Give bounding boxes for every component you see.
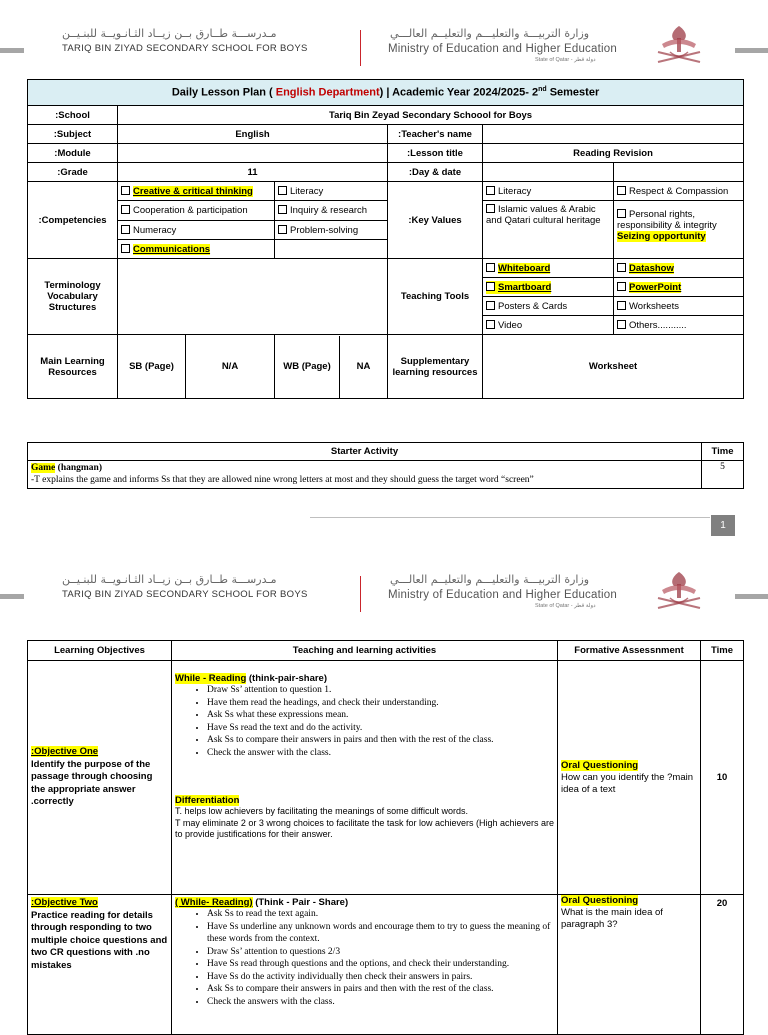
assessment-two-title: Oral Questioning xyxy=(561,895,639,906)
ministry-name-english: Ministry of Education and Higher Education xyxy=(388,589,617,601)
list-item: • Draw Ss’ attention to questions 2/3 xyxy=(207,946,554,959)
tool-item[interactable]: Smartboard xyxy=(483,278,614,297)
assessment-one-text: How can you identify the ?main idea of a text xyxy=(561,771,694,795)
teacher-label: :Teacher's name xyxy=(388,125,483,144)
tool-item[interactable]: Video xyxy=(483,316,614,335)
school-name-english: TARIQ BIN ZIYAD SECONDARY SCHOOL FOR BOYS xyxy=(62,43,308,54)
tool-item[interactable]: Worksheets xyxy=(614,297,744,316)
tool-item[interactable]: Others........... xyxy=(614,316,744,335)
learning-objectives-table xyxy=(27,640,744,1035)
competency-item[interactable]: Communications xyxy=(118,240,275,259)
ministry-subtitle: State of Qatar - دولة قطر xyxy=(535,603,596,609)
checkbox-icon[interactable] xyxy=(278,186,287,195)
key-value-item[interactable]: Respect & Compassion xyxy=(614,182,744,201)
key-value-item[interactable]: Personal rights, responsibility & integrity Seizing opportunity xyxy=(614,201,744,259)
competencies-label: :Competencies xyxy=(28,182,118,259)
page-footer-line xyxy=(310,517,710,518)
list-item: • Have them read the headings, and check their understanding. xyxy=(207,697,554,710)
sb-page-value: N/A xyxy=(186,335,275,399)
terminology-label: Terminology Vocabulary Structures xyxy=(28,259,118,335)
starter-time-header: Time xyxy=(702,443,744,461)
ministry-name-arabic: وزارة التربيـــة والتعليـــم والتعليــم العالـــي xyxy=(390,573,590,586)
header-divider xyxy=(360,30,361,66)
objective-one-title: :Objective One xyxy=(31,746,99,758)
lesson-plan-table xyxy=(27,79,744,399)
lesson-title-value: Reading Revision xyxy=(483,144,744,163)
activity-one-title: While - Reading xyxy=(175,673,247,684)
wb-page-value: NA xyxy=(356,361,371,372)
list-item: • Have Ss underline any unknown words and encourage them to try to guess the meaning of these words from the context. xyxy=(207,921,554,946)
assessment-one-title: Oral Questioning xyxy=(561,759,639,771)
objective-two-text: Practice reading for details through responding to two multiple choice questions and two CR questions with .no mistakes xyxy=(31,909,168,971)
subject-value: English xyxy=(118,125,388,144)
header-bar-left xyxy=(0,594,24,599)
tool-item[interactable]: Datashow xyxy=(614,259,744,278)
checkbox-icon[interactable] xyxy=(486,282,495,291)
module-label: :Module xyxy=(28,144,118,163)
col-activities-header: Teaching and learning activities xyxy=(172,641,558,661)
header-bar-right xyxy=(735,48,768,53)
tool-item[interactable]: Posters & Cards xyxy=(483,297,614,316)
checkbox-icon[interactable] xyxy=(121,225,130,234)
assessment-two xyxy=(558,895,701,1035)
key-values-label: :Key Values xyxy=(388,182,483,259)
list-item: • Ask Ss to compare their answers in pairs and then with the rest of the class. xyxy=(207,983,554,996)
checkbox-icon[interactable] xyxy=(278,205,287,214)
terminology-value xyxy=(118,259,388,335)
page-number: 1 xyxy=(711,515,735,536)
assessment-two-text: What is the main idea of paragraph 3? xyxy=(561,907,663,930)
objective-one xyxy=(28,661,172,895)
subject-label: :Subject xyxy=(28,125,118,144)
list-item: • Ask Ss what these expressions mean. xyxy=(207,709,554,722)
starter-content: Game (hangman) -T explains the game and informs Ss that they are allowed nine wrong letters at most and they should guess the target word “screen” xyxy=(28,461,702,489)
activities-one: While - Reading (think-pair-share) • Draw Ss’ attention to question 1. • Have them read the headings, and check their understanding. • Ask Ss what these expressions mean. • Have Ss read the text and do the activity. • Ask Ss to compare their answers in pairs and then with the rest of the class. • Check the answer with the class. Differentiation T. helps low achievers by facilitating the meanings of some difficult words. T may eliminate 2 or 3 wrong choices to facilitate the task for low achievers (High achievers are to provide justifications for their answer. xyxy=(172,661,558,895)
grade-value: 11 xyxy=(118,163,388,182)
teaching-tools-label: Teaching Tools xyxy=(388,259,483,335)
wb-page-label: WB (Page) xyxy=(275,336,340,398)
differentiation-line: T may eliminate 2 or 3 wrong choices to facilitate the task for low achievers (High achievers are to provide justifications for their answer. xyxy=(175,817,555,839)
assessment-one xyxy=(558,661,701,895)
key-value-item[interactable]: Literacy xyxy=(483,182,614,201)
checkbox-icon[interactable] xyxy=(617,320,626,329)
differentiation-title: Differentiation xyxy=(175,795,240,806)
col-objectives-header: Learning Objectives xyxy=(28,641,172,661)
competency-item[interactable]: Problem-solving xyxy=(275,221,388,240)
school-label: :School xyxy=(28,106,118,125)
module-value xyxy=(118,144,388,163)
header-bar-left xyxy=(0,48,24,53)
supplementary-label: Supplementary learning resources xyxy=(388,335,483,399)
checkbox-icon[interactable] xyxy=(617,209,626,218)
key-value-item[interactable]: Islamic values & Arabic and Qatari cultural heritage xyxy=(483,201,614,259)
day-date-label: :Day & date xyxy=(388,163,483,182)
lesson-plan-title: Daily Lesson Plan ( English Department) | Academic Year 2024/2025- 2nd Semester xyxy=(28,80,744,106)
col-assessment-header: Formative Assessnment xyxy=(558,641,701,661)
starter-activity-table xyxy=(27,442,744,489)
checkbox-icon[interactable] xyxy=(486,263,495,272)
col-time-header: Time xyxy=(701,641,744,661)
resources-label: Main Learning Resources xyxy=(28,335,118,399)
day-date-value xyxy=(483,163,614,182)
school-name-english: TARIQ BIN ZIYAD SECONDARY SCHOOL FOR BOYS xyxy=(62,589,308,600)
grade-label: :Grade xyxy=(28,163,118,182)
competency-item[interactable]: Creative & critical thinking xyxy=(118,182,275,201)
list-item: • Check the answers with the class. xyxy=(207,996,554,1009)
list-item: • Draw Ss’ attention to question 1. xyxy=(207,684,554,697)
objective-two-title: :Objective Two xyxy=(31,897,98,908)
ministry-name-arabic: وزارة التربيـــة والتعليـــم والتعليــم العالـــي xyxy=(390,27,590,40)
competency-item[interactable]: Inquiry & research xyxy=(275,201,388,221)
activity-two-list xyxy=(175,908,554,1008)
lesson-title-label: :Lesson title xyxy=(388,144,483,163)
competency-item[interactable]: Numeracy xyxy=(118,221,275,240)
checkbox-icon[interactable] xyxy=(278,225,287,234)
checkbox-icon[interactable] xyxy=(617,186,626,195)
list-item: • Have Ss read through questions and the options, and check their understanding. xyxy=(207,958,554,971)
starter-description: -T explains the game and informs Ss that they are allowed nine wrong letters at most and they should guess the target word “screen” xyxy=(31,475,534,485)
differentiation-line: T. helps low achievers by facilitating the meanings of some difficult words. xyxy=(175,806,468,816)
list-item: • Check the answer with the class. xyxy=(207,747,554,760)
key-value-highlight: Seizing opportunity xyxy=(617,231,706,242)
tool-item[interactable]: Whiteboard xyxy=(483,259,614,278)
checkbox-icon[interactable] xyxy=(486,204,495,213)
checkbox-icon[interactable] xyxy=(121,186,130,195)
header-divider xyxy=(360,576,361,612)
list-item: • Ask Ss to compare their answers in pairs and then with the rest of the class. xyxy=(207,734,554,747)
checkbox-icon[interactable] xyxy=(486,320,495,329)
school-name-arabic: مـدرســـة طــارق بــن زيــاد الثـانـويــة للبنـيــن xyxy=(62,573,277,586)
checkbox-icon[interactable] xyxy=(121,205,130,214)
competency-item[interactable]: Cooperation & participation xyxy=(118,201,275,221)
ministry-logo-icon xyxy=(648,568,710,612)
ministry-subtitle: State of Qatar - دولة قطر xyxy=(535,57,596,63)
tool-item[interactable]: PowerPoint xyxy=(614,278,744,297)
starter-header: Starter Activity xyxy=(28,443,702,461)
checkbox-icon[interactable] xyxy=(486,301,495,310)
supplementary-value: Worksheet xyxy=(483,335,744,399)
school-name-arabic: مـدرســـة طــارق بــن زيــاد الثـانـويــة للبنـيــن xyxy=(62,27,277,40)
department-name: English Department xyxy=(275,86,380,99)
checkbox-icon[interactable] xyxy=(121,244,130,253)
time-two: 20 xyxy=(701,895,744,1035)
checkbox-icon[interactable] xyxy=(617,282,626,291)
ministry-name-english: Ministry of Education and Higher Education xyxy=(388,43,617,55)
game-label: Game xyxy=(31,463,56,473)
teacher-value xyxy=(483,125,744,144)
activity-two-title: ( While- Reading) xyxy=(175,897,253,908)
ministry-logo-icon xyxy=(648,22,710,66)
time-one: 10 xyxy=(701,661,744,895)
objective-two xyxy=(28,895,172,1035)
checkbox-icon[interactable] xyxy=(617,301,626,310)
list-item: • Ask Ss to read the text again. xyxy=(207,908,554,921)
checkbox-icon[interactable] xyxy=(486,186,495,195)
school-value: Tariq Bin Zeyad Secondary Schoool for Boys xyxy=(118,106,744,125)
header-bar-right xyxy=(735,594,768,599)
starter-time: 5 xyxy=(702,461,744,489)
sb-page-label: SB (Page) xyxy=(118,335,186,399)
competency-item[interactable]: Literacy xyxy=(275,182,388,201)
list-item: • Have Ss read the text and do the activity. xyxy=(207,722,554,735)
checkbox-icon[interactable] xyxy=(617,263,626,272)
list-item: • Have Ss do the activity individually then check their answers in pairs. xyxy=(207,971,554,984)
activity-one-list xyxy=(175,684,554,759)
activities-two: ( While- Reading) (Think - Pair - Share) • Ask Ss to read the text again. • Have Ss underline any unknown words and encourage them to try to guess the meaning of these words from the context. • Draw Ss’ attention to questions 2/3 • Have Ss read through questions and the options, and check their understanding. • Have Ss do the activity individually then check their answers in pairs. • Ask Ss to compare their answers in pairs and then with the rest of the class. • Check the answers with the class. xyxy=(172,895,558,1035)
objective-one-text: Identify the purpose of the passage through choosing the appropriate answer .correctly xyxy=(31,758,153,808)
